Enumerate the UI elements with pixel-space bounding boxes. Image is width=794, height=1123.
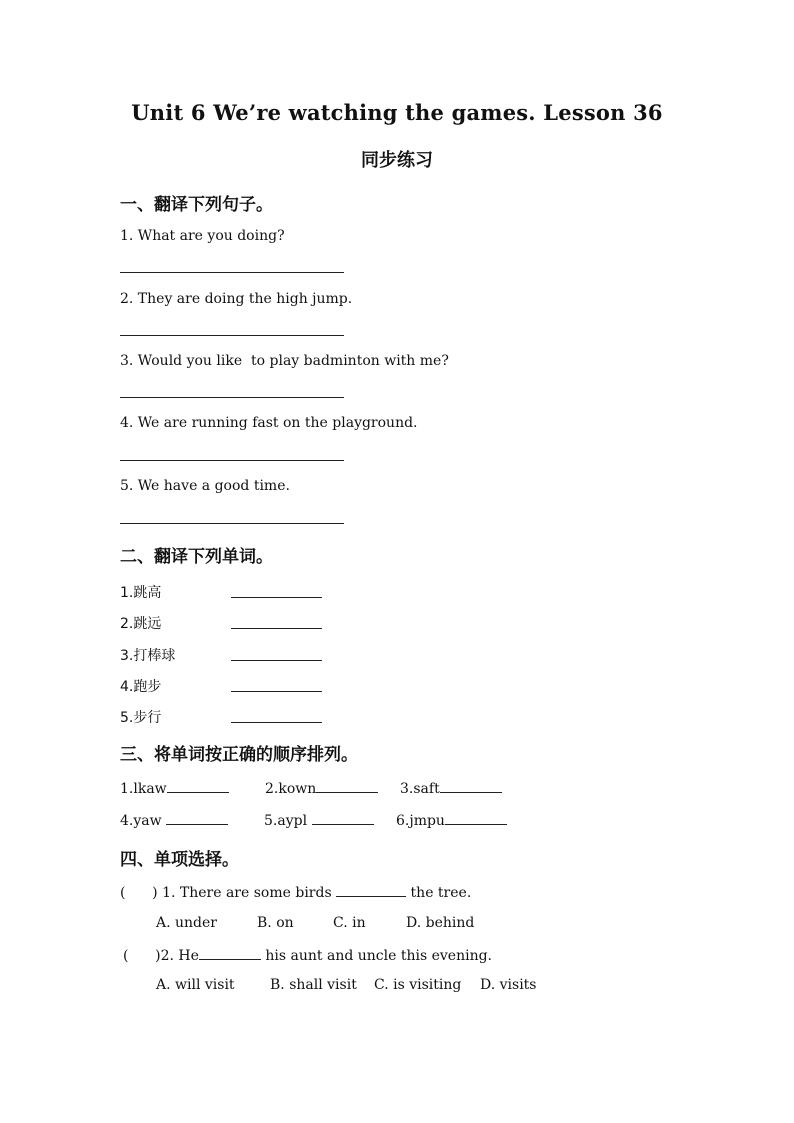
answer-line — [120, 523, 344, 524]
option-c: C. in — [333, 915, 366, 931]
section4-heading: 四、单项选择。 — [120, 850, 239, 870]
word-item: 5.步行 — [120, 710, 162, 726]
word-item: 1.跳高 — [120, 585, 162, 601]
option-b: B. shall visit — [270, 977, 357, 993]
scramble-item: 3.saft — [400, 779, 502, 797]
scramble-item: 5.aypl — [264, 811, 374, 829]
option-a: A. under — [156, 915, 217, 931]
option-d: D. behind — [406, 915, 475, 931]
question-1: ( ) 1. There are some birds the tree. — [120, 885, 472, 901]
section3-heading: 三、将单词按正确的顺序排列。 — [120, 745, 358, 765]
answer-paren: ( ) — [120, 885, 158, 901]
word-blank — [231, 660, 322, 661]
section2-heading: 二、翻译下列单词。 — [120, 547, 273, 567]
sentence-item: 2. They are doing the high jump. — [120, 291, 353, 307]
scramble-item: 4.yaw — [120, 811, 228, 829]
word-blank — [231, 691, 322, 692]
scramble-item: 1.lkaw — [120, 779, 229, 797]
word-blank — [231, 628, 322, 629]
word-item: 2.跳远 — [120, 616, 162, 632]
page-subtitle: 同步练习 — [361, 150, 433, 171]
sentence-item: 1. What are you doing? — [120, 228, 285, 244]
section1-heading: 一、翻译下列句子。 — [120, 195, 273, 215]
option-b: B. on — [257, 915, 294, 931]
option-c: C. is visiting — [374, 977, 462, 993]
option-d: D. visits — [480, 977, 537, 993]
answer-line — [120, 335, 344, 336]
sentence-item: 5. We have a good time. — [120, 478, 290, 494]
word-item: 3.打棒球 — [120, 648, 176, 664]
word-blank — [231, 722, 322, 723]
sentence-item: 4. We are running fast on the playground. — [120, 415, 418, 431]
page-title: Unit 6 We’re watching the games. Lesson 36 — [131, 100, 663, 125]
option-a: A. will visit — [156, 977, 235, 993]
scramble-item: 2.kown — [265, 779, 378, 797]
question-2: ( )2. He his aunt and uncle this evening. — [123, 948, 492, 964]
scramble-item: 6.jmpu — [396, 811, 507, 829]
sentence-item: 3. Would you like to play badminton with me? — [120, 353, 449, 369]
answer-paren: ( ) — [123, 948, 161, 964]
word-item: 4.跑步 — [120, 679, 162, 695]
answer-line — [120, 272, 344, 273]
answer-line — [120, 460, 344, 461]
word-blank — [231, 597, 322, 598]
answer-line — [120, 397, 344, 398]
